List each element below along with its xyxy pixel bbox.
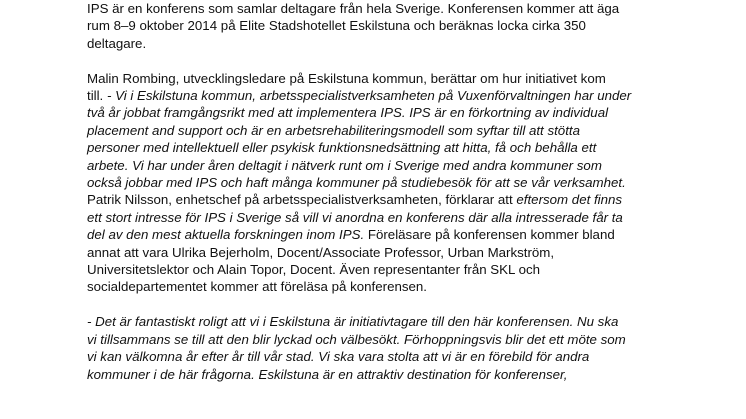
text-line xyxy=(87,191,727,208)
text-line: deltagare. xyxy=(87,35,147,51)
text-line xyxy=(87,87,727,104)
quote-line: också jobbar med IPS och haft många kommuner på studiebesök för att se vår verksamhet. xyxy=(87,175,626,191)
quote-line: vi kan välkomna år efter år till vår stad. Vi ska vara stolta att vi är en förebild för andra xyxy=(87,349,590,365)
text-normal: Patrik Nilsson, enhetschef på arbetsspecialistverksamheten, förklarar att xyxy=(87,192,517,208)
text-line: IPS är en konferens som samlar deltagare från hela Sverige. Konferensen kommer att äga xyxy=(87,1,620,16)
text-normal: Föreläsare på konferensen kommer bland xyxy=(364,227,615,243)
intro-paragraph xyxy=(87,0,727,52)
quote-text: eftersom det finns xyxy=(516,192,623,208)
quote-line: två år jobbat framgångsrikt med att implementera IPS. IPS är en förkortning av individual xyxy=(87,105,609,121)
quote-line: kommuner i de här frågorna. Eskilstuna är en attraktiv destination för konferenser, xyxy=(87,366,568,382)
quote-line: vi tillsammans se till att den blir lyckad och välbesökt. Förhoppningsvis blir det ett möte som xyxy=(87,331,626,347)
quote-text: - Vi i Eskilstuna kommun, arbetsspecialistverksamheten på Vuxenförvaltningen har under xyxy=(106,88,632,104)
quote-line: - Det är fantastiskt roligt att vi i Eskilstuna är initiativtagare till den här konferensen. Nu ska xyxy=(87,314,619,330)
text-line: rum 8–9 oktober 2014 på Elite Stadshotellet Eskilstuna och beräknas locka cirka 350 xyxy=(87,18,586,34)
text-line: Universitetslektor och Alain Topor, Docent. Även representanter från SKL och xyxy=(87,262,541,278)
quote-line: personer med intellektuell eller psykisk funktionsnedsättning att hitta, få och behålla ett xyxy=(87,140,597,156)
text-line: socialdepartementet kommer att föreläsa på konferensen. xyxy=(87,279,427,295)
closing-quote-paragraph xyxy=(87,313,727,383)
paragraph-gap xyxy=(87,52,727,69)
quote-line: arbete. Vi har under åren deltagit i nätverk runt om i Sverige med andra kommuner som xyxy=(87,157,602,173)
text-line: Malin Rombing, utvecklingsledare på Eskilstuna kommun, berättar om hur initiativet kom xyxy=(87,70,606,86)
document-page xyxy=(87,0,727,383)
quote-line: placement and support och är en arbetsrehabiliteringsmodell som syftar till att stötta xyxy=(87,122,580,138)
quote-text: del av den mest aktuella forskningen inom IPS. xyxy=(87,227,365,243)
text-line xyxy=(87,226,727,243)
text-line: annat att vara Ulrika Bejerholm, Docent/Associate Professor, Urban Markström, xyxy=(87,244,555,260)
initiative-paragraph xyxy=(87,70,727,296)
quote-line: ett stort intresse för IPS i Sverige så vill vi anordna en konferens där alla intresserade får ta xyxy=(87,209,623,225)
text-normal: till. xyxy=(87,88,107,104)
paragraph-gap xyxy=(87,296,727,313)
